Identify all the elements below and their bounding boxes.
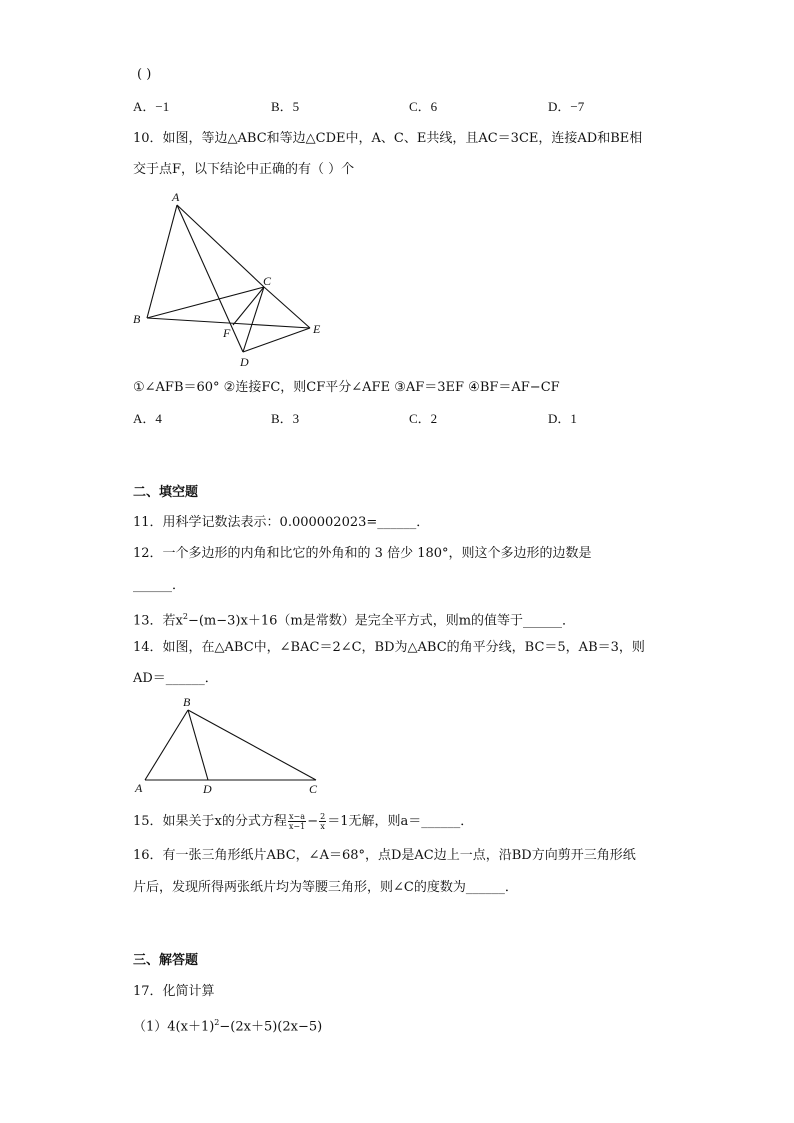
- q13-exponent: 2: [182, 612, 188, 621]
- q15-text: [133, 812, 473, 831]
- label-a: A: [135, 781, 143, 795]
- fraction-2: [319, 812, 326, 831]
- q13-suffix: −(m−3)x＋16（m是常数）是完全平方式，则m的值等于______．: [187, 613, 576, 629]
- q10-option-b: B．3: [271, 411, 300, 426]
- q10-option-a: A．4: [133, 411, 162, 426]
- q13-text: [133, 608, 575, 630]
- q17-part1-prefix: （1）4(x＋1): [133, 1019, 215, 1035]
- q16-text-line1: 16．有一张三角形纸片ABC，∠A＝68°，点D是AC边上一点，沿BD方向剪开三角形纸: [133, 848, 636, 863]
- q14-text-line2: AD＝______．: [133, 671, 218, 686]
- q10-figure: [130, 190, 330, 370]
- section-heading-solve: 三、解答题: [133, 953, 199, 968]
- label-b: B: [133, 312, 141, 326]
- label-d: D: [240, 355, 249, 369]
- fraction-1: [288, 812, 306, 831]
- q14-text-line1: 14．如图，在△ABC中，∠BAC＝2∠C，BD为△ABC的角平分线，BC＝5，AB＝3，则: [133, 640, 645, 655]
- q12-text-line2: ______．: [133, 578, 186, 593]
- q10-option-c: C．2: [409, 411, 438, 426]
- label-a: A: [172, 190, 180, 204]
- answer-paren: ( ): [137, 67, 152, 82]
- option-c: C．6: [409, 99, 438, 114]
- option-a: A．−1: [133, 99, 170, 114]
- fraction-1-numerator: x−a: [289, 812, 306, 821]
- q17-part1-suffix: −(2x＋5)(2x−5): [219, 1019, 323, 1035]
- label-f: F: [223, 326, 231, 340]
- minus-sign: −: [307, 814, 319, 829]
- q10-statements: ①∠AFB＝60° ②连接FC，则CF平分∠AFE ③AF＝3EF ④BF＝AF−CF: [133, 380, 560, 395]
- q13-prefix: 13．若x: [133, 613, 183, 629]
- fraction-2-numerator: 2: [320, 812, 326, 821]
- label-b: B: [183, 695, 191, 709]
- label-e: E: [313, 322, 321, 336]
- q14-figure: [130, 693, 330, 796]
- q10-option-d: D．1: [548, 411, 577, 426]
- q10-text-line2: 交于点F，以下结论中正确的有（ ）个: [133, 162, 355, 177]
- q12-text-line1: 12．一个多边形的内角和比它的外角和的 3 倍少 180°，则这个多边形的边数是: [133, 546, 592, 561]
- q10-text-line1: 10．如图，等边△ABC和等边△CDE中，A、C、E共线，且AC＝3CE，连接AD和BE相: [133, 131, 643, 146]
- section-heading-fill-blank: 二、填空题: [133, 485, 199, 500]
- q17-part1: [133, 1014, 322, 1036]
- q16-text-line2: 片后，发现所得两张纸片均为等腰三角形，则∠C的度数为______．: [133, 880, 518, 895]
- fraction-1-denominator: x−1: [288, 822, 306, 831]
- option-b: B．5: [271, 99, 300, 114]
- label-c: C: [309, 782, 318, 796]
- q15-suffix: ＝1无解，则a＝______．: [327, 814, 474, 829]
- label-c: C: [263, 274, 272, 288]
- q17-exponent: 2: [214, 1018, 220, 1027]
- q17-title: 17．化简计算: [133, 984, 215, 999]
- label-d: D: [203, 782, 212, 796]
- option-d: D．−7: [548, 99, 585, 114]
- q15-prefix: 15．如果关于x的分式方程: [133, 814, 287, 829]
- fraction-2-denominator: x: [320, 822, 325, 831]
- q11-text: 11．用科学记数法表示：0.000002023=______．: [133, 515, 430, 530]
